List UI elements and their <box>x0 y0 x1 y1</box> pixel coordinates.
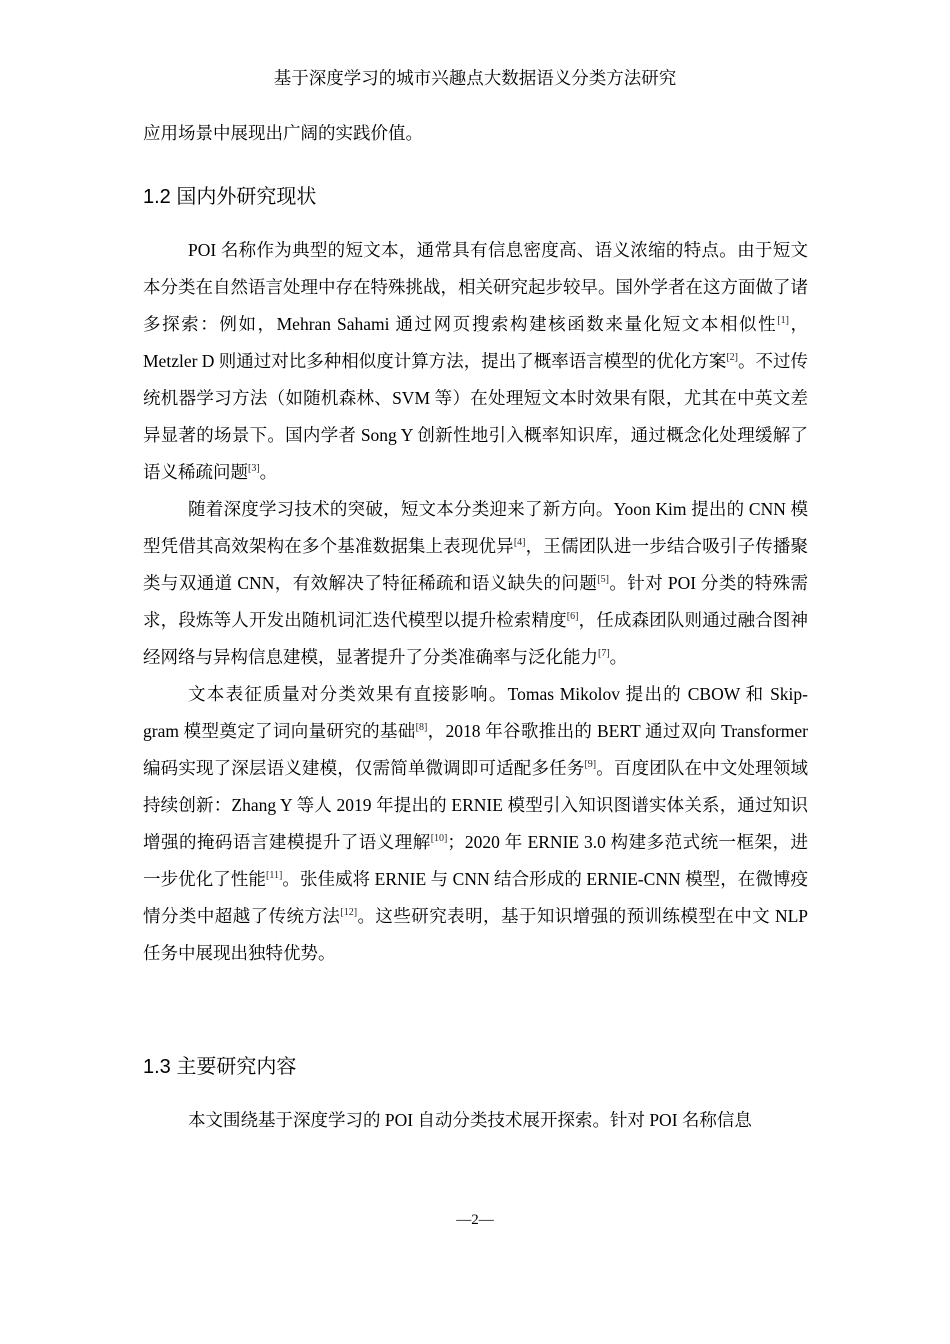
paragraph-text: ，任成森团队则通过融合图神经网络与异构信息建模，显著提升了分类准确率与泛化能力 <box>143 610 808 667</box>
citation-ref-12: [12] <box>340 907 358 918</box>
citation-ref-1: [1] <box>777 315 789 326</box>
paragraph-text-representation <box>143 676 808 972</box>
citation-ref-7: [7] <box>598 648 610 659</box>
running-header: 基于深度学习的城市兴趣点大数据语义分类方法研究 <box>273 68 677 88</box>
paragraph-deep-learning <box>143 491 808 676</box>
paragraph-text: 。张佳威将 ERNIE 与 CNN 结合形成的 ERNIE-CNN 模型，在微博疫情分类中超越了传统方法 <box>143 869 808 926</box>
citation-ref-9: [9] <box>584 759 597 770</box>
paragraph-text: POI 名称作为典型的短文本，通常具有信息密度高、语义浓缩的特点。由于短文本分类在自然语言处理中存在特殊挑战，相关研究起步较早。国外学者在这方面做了诸多探索：例如，Mehran Sahami 通过网页搜索构建核函数来量化短文本相似性 <box>143 240 808 334</box>
citation-ref-5: [5] <box>597 574 609 585</box>
citation-ref-8: [8] <box>415 722 428 733</box>
paragraph-short-text-research <box>143 232 808 491</box>
intro-continuation-paragraph: 应用场景中展现出广阔的实践价值。 <box>143 123 423 143</box>
paragraph-text: ，2018 年谷歌推出的 BERT 通过双向 Transformer 编码实现了深层语义建模，仅需简单微调即可适配多任务 <box>143 721 808 778</box>
citation-ref-6: [6] <box>566 611 579 622</box>
citation-ref-10: [10] <box>430 833 448 844</box>
citation-ref-11: [11] <box>266 870 283 881</box>
paragraph-text: 。百度团队在中文处理领域持续创新：Zhang Y 等人 2019 年提出的 ERNIE 模型引入知识图谱实体关系，通过知识增强的掩码语言建模提升了语义理解 <box>143 758 808 852</box>
paragraph-text: 。针对 POI 分类的特殊需求，段炼等人开发出随机词汇迭代模型以提升检索精度 <box>143 573 808 630</box>
paragraph-text: 。不过传统机器学习方法（如随机森林、SVM 等）在处理短文本时效果有限，尤其在中英文差异显著的场景下。国内学者 Song Y 创新性地引入概率知识库，通过概念化处理缓解了语义稀疏问题 <box>143 351 809 482</box>
paragraph-text: ，王儒团队进一步结合吸引子传播聚类与双通道 CNN，有效解决了特征稀疏和语义缺失的问题 <box>143 536 809 593</box>
paragraph-text: ；2020 年 ERNIE 3.0 构建多范式统一框架，进一步优化了性能 <box>143 832 808 889</box>
section-heading-1-2: 1.2 国内外研究现状 <box>143 186 317 208</box>
page-number: —2— <box>456 1212 494 1228</box>
paragraph-text: 。这些研究表明，基于知识增强的预训练模型在中文 NLP 任务中展现出独特优势。 <box>143 906 808 963</box>
page-body <box>143 115 808 1139</box>
paragraph-text: 。 <box>259 462 278 482</box>
paragraph-text: 文本表征质量对分类效果有直接影响。Tomas Mikolov 提出的 CBOW 和 Skip-gram 模型奠定了词向量研究的基础 <box>143 684 808 741</box>
paragraph-text: ，Metzler D 则通过对比多种相似度计算方法，提出了概率语言模型的优化方案 <box>143 314 808 371</box>
paragraph-main-content: 本文围绕基于深度学习的 POI 自动分类技术展开探索。针对 POI 名称信息 <box>188 1110 752 1130</box>
citation-ref-3: [3] <box>248 463 260 474</box>
paragraph-text: 随着深度学习技术的突破，短文本分类迎来了新方向。Yoon Kim 提出的 CNN 模型凭借其高效架构在多个基准数据集上表现优异 <box>143 499 808 556</box>
paragraph-text: 。 <box>609 647 628 667</box>
citation-ref-4: [4] <box>513 537 526 548</box>
citation-ref-2: [2] <box>726 352 738 363</box>
section-heading-1-3: 1.3 主要研究内容 <box>143 1056 297 1078</box>
